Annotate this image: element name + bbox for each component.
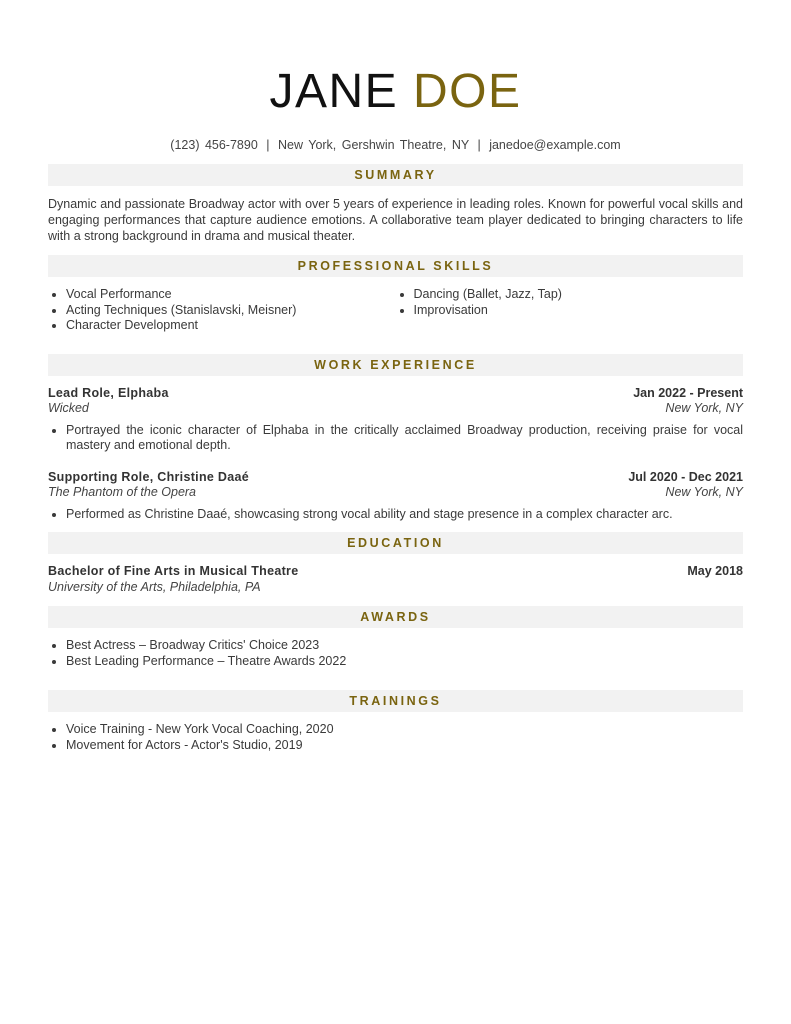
trainings-list bbox=[48, 722, 743, 753]
contact-email[interactable]: janedoe@example.com bbox=[489, 138, 621, 152]
job-show: Wicked bbox=[48, 401, 89, 415]
training-item: • Voice Training - New York Vocal Coaching, 2020 bbox=[66, 722, 743, 738]
skills-column-left bbox=[48, 287, 396, 334]
candidate-name bbox=[48, 64, 743, 120]
job-entry bbox=[48, 386, 743, 454]
awards-list bbox=[48, 638, 743, 669]
first-name: JANE bbox=[269, 65, 399, 118]
contact-separator: | bbox=[266, 138, 270, 152]
job-title: Supporting Role, Christine Daaé bbox=[48, 469, 249, 484]
contact-separator: | bbox=[477, 138, 481, 152]
job-dates: Jul 2020 - Dec 2021 bbox=[628, 469, 743, 484]
contact-phone: (123) 456-7890 bbox=[170, 138, 258, 152]
contact-location: New York, Gershwin Theatre, NY bbox=[278, 138, 469, 152]
school-name: University of the Arts, Philadelphia, PA bbox=[48, 579, 261, 594]
job-bullet: • Portrayed the iconic character of Elphaba in the critically acclaimed Broadway production, receiving praise for vocal mastery and emotional depth. bbox=[66, 423, 743, 454]
skill-item: • Improvisation bbox=[414, 303, 744, 319]
degree-title: Bachelor of Fine Arts in Musical Theatre bbox=[48, 564, 299, 578]
skill-item: • Acting Techniques (Stanislavski, Meisner) bbox=[66, 303, 396, 319]
skill-item: • Dancing (Ballet, Jazz, Tap) bbox=[414, 287, 744, 303]
last-name: DOE bbox=[413, 65, 522, 118]
award-item: • Best Leading Performance – Theatre Awards 2022 bbox=[66, 654, 743, 670]
contact-line bbox=[48, 138, 743, 152]
resume-page bbox=[48, 0, 743, 753]
skills-list bbox=[48, 287, 743, 334]
degree-date: May 2018 bbox=[687, 564, 743, 578]
job-entry bbox=[48, 470, 743, 523]
summary-heading: SUMMARY bbox=[48, 164, 743, 186]
training-item: • Movement for Actors - Actor's Studio, 2019 bbox=[66, 738, 743, 754]
education-heading: EDUCATION bbox=[48, 532, 743, 554]
skills-heading: PROFESSIONAL SKILLS bbox=[48, 255, 743, 277]
education-entry bbox=[48, 564, 743, 595]
skills-column-right bbox=[396, 287, 744, 334]
job-show: The Phantom of the Opera bbox=[48, 485, 197, 499]
job-location: New York, NY bbox=[665, 401, 743, 415]
skill-item: • Vocal Performance bbox=[66, 287, 396, 303]
trainings-heading: TRAININGS bbox=[48, 690, 743, 712]
job-location: New York, NY bbox=[665, 485, 743, 499]
awards-heading: AWARDS bbox=[48, 606, 743, 628]
summary-text: Dynamic and passionate Broadway actor with over 5 years of experience in leading roles. Known for powerful vocal skills and engaging performances that capture audience emotions. A collaborative team player dedicated to bringing characters to life with a strong background in drama and musical theater. bbox=[48, 197, 743, 243]
job-title: Lead Role, Elphaba bbox=[48, 385, 169, 400]
skill-item: • Character Development bbox=[66, 318, 396, 334]
job-bullet: • Performed as Christine Daaé, showcasing strong vocal ability and stage presence in a complex character arc. bbox=[66, 507, 743, 523]
award-item: • Best Actress – Broadway Critics' Choice 2023 bbox=[66, 638, 743, 654]
experience-heading: WORK EXPERIENCE bbox=[48, 354, 743, 376]
job-dates: Jan 2022 - Present bbox=[633, 385, 743, 400]
